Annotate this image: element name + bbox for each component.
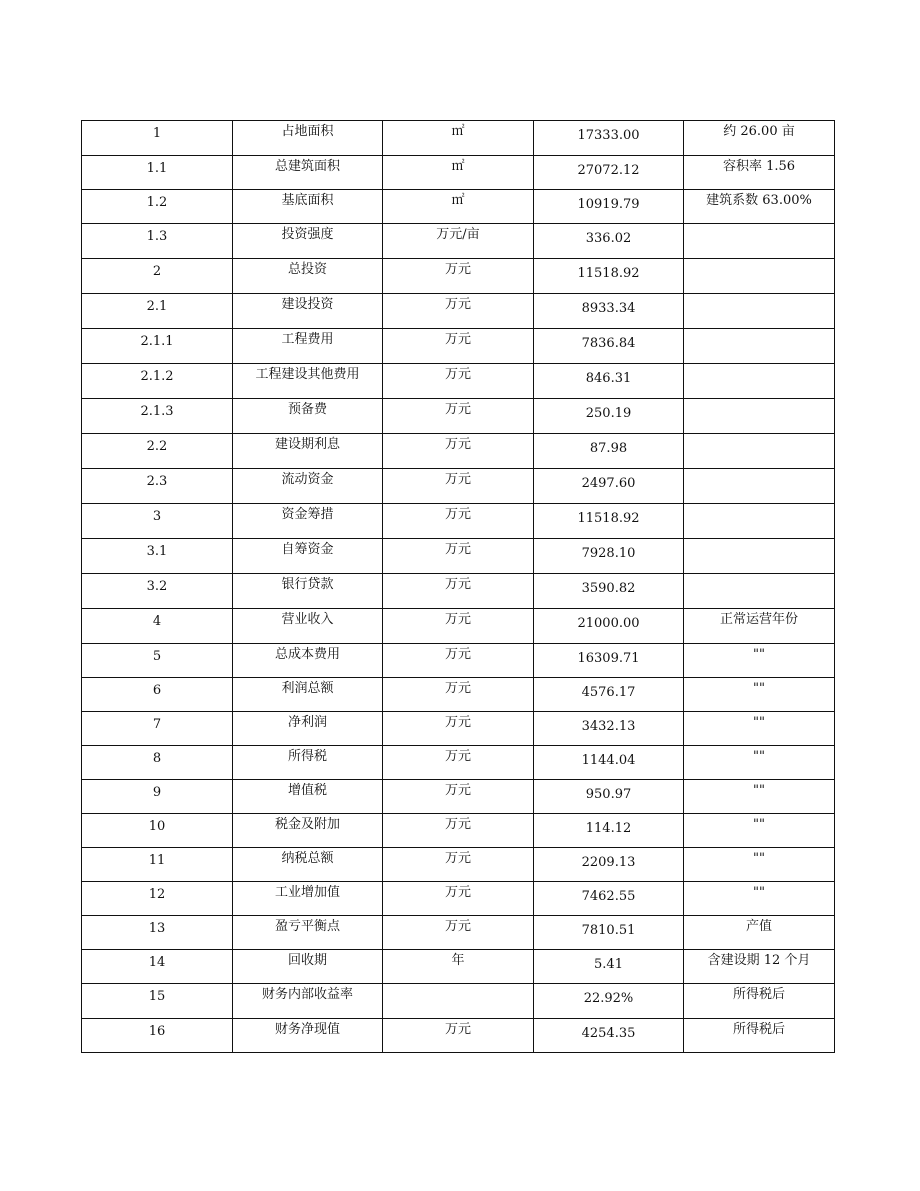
note-cell: "" [684, 746, 835, 780]
item-name-cell: 利润总额 [233, 678, 383, 712]
table-row [82, 746, 835, 780]
unit-cell: 万元 [383, 814, 534, 848]
item-name-cell: 盈亏平衡点 [233, 916, 383, 950]
unit-cell: 万元 [383, 329, 534, 364]
item-name-cell: 净利润 [233, 712, 383, 746]
unit-cell: 万元 [383, 916, 534, 950]
item-number-cell: 2.1.3 [82, 399, 233, 434]
note-cell [684, 294, 835, 329]
table-row [82, 259, 835, 294]
note-cell [684, 329, 835, 364]
item-name-cell: 纳税总额 [233, 848, 383, 882]
unit-cell: 万元/亩 [383, 224, 534, 259]
item-name-cell: 工程建设其他费用 [233, 364, 383, 399]
table-row [82, 644, 835, 678]
table-row [82, 916, 835, 950]
table-row [82, 609, 835, 644]
indicator-table [81, 120, 835, 1053]
note-cell: "" [684, 848, 835, 882]
value-cell: 4254.35 [534, 1019, 684, 1053]
item-number-cell: 3.2 [82, 574, 233, 609]
item-name-cell: 自筹资金 [233, 539, 383, 574]
table-row [82, 882, 835, 916]
table-row [82, 224, 835, 259]
item-number-cell: 2.1 [82, 294, 233, 329]
item-number-cell: 9 [82, 780, 233, 814]
table-row [82, 399, 835, 434]
item-number-cell: 7 [82, 712, 233, 746]
item-number-cell: 11 [82, 848, 233, 882]
unit-cell: 年 [383, 950, 534, 984]
note-cell: 含建设期 12 个月 [684, 950, 835, 984]
item-name-cell: 基底面积 [233, 190, 383, 224]
note-cell [684, 539, 835, 574]
item-number-cell: 2.2 [82, 434, 233, 469]
item-name-cell: 占地面积 [233, 121, 383, 156]
unit-cell: ㎡ [383, 190, 534, 224]
item-name-cell: 总成本费用 [233, 644, 383, 678]
table-row [82, 329, 835, 364]
unit-cell: 万元 [383, 780, 534, 814]
item-name-cell: 税金及附加 [233, 814, 383, 848]
item-name-cell: 银行贷款 [233, 574, 383, 609]
item-name-cell: 预备费 [233, 399, 383, 434]
table-row [82, 539, 835, 574]
item-number-cell: 2.1.2 [82, 364, 233, 399]
table-row [82, 156, 835, 190]
value-cell: 22.92% [534, 984, 684, 1019]
unit-cell: 万元 [383, 364, 534, 399]
unit-cell: 万元 [383, 882, 534, 916]
item-number-cell: 1.3 [82, 224, 233, 259]
note-cell: 所得税后 [684, 984, 835, 1019]
item-number-cell: 8 [82, 746, 233, 780]
table-row [82, 190, 835, 224]
item-number-cell: 15 [82, 984, 233, 1019]
item-name-cell: 流动资金 [233, 469, 383, 504]
table-row [82, 712, 835, 746]
value-cell: 4576.17 [534, 678, 684, 712]
unit-cell: 万元 [383, 609, 534, 644]
value-cell: 336.02 [534, 224, 684, 259]
item-number-cell: 2.3 [82, 469, 233, 504]
value-cell: 21000.00 [534, 609, 684, 644]
note-cell [684, 399, 835, 434]
item-number-cell: 2.1.1 [82, 329, 233, 364]
item-number-cell: 1.2 [82, 190, 233, 224]
item-name-cell: 增值税 [233, 780, 383, 814]
value-cell: 17333.00 [534, 121, 684, 156]
unit-cell: 万元 [383, 1019, 534, 1053]
unit-cell: 万元 [383, 504, 534, 539]
note-cell: 容积率 1.56 [684, 156, 835, 190]
table-row [82, 574, 835, 609]
unit-cell: 万元 [383, 539, 534, 574]
value-cell: 11518.92 [534, 259, 684, 294]
item-name-cell: 总投资 [233, 259, 383, 294]
item-name-cell: 所得税 [233, 746, 383, 780]
item-name-cell: 投资强度 [233, 224, 383, 259]
table-row [82, 780, 835, 814]
note-cell: 正常运营年份 [684, 609, 835, 644]
note-cell: "" [684, 780, 835, 814]
item-number-cell: 14 [82, 950, 233, 984]
note-cell: 建筑系数 63.00% [684, 190, 835, 224]
note-cell: "" [684, 882, 835, 916]
value-cell: 950.97 [534, 780, 684, 814]
note-cell: "" [684, 712, 835, 746]
note-cell: 约 26.00 亩 [684, 121, 835, 156]
value-cell: 3590.82 [534, 574, 684, 609]
item-number-cell: 4 [82, 609, 233, 644]
unit-cell: 万元 [383, 746, 534, 780]
item-number-cell: 6 [82, 678, 233, 712]
value-cell: 7928.10 [534, 539, 684, 574]
item-number-cell: 3 [82, 504, 233, 539]
table-row [82, 984, 835, 1019]
unit-cell: 万元 [383, 259, 534, 294]
unit-cell: 万元 [383, 644, 534, 678]
note-cell: "" [684, 644, 835, 678]
value-cell: 87.98 [534, 434, 684, 469]
unit-cell: 万元 [383, 469, 534, 504]
item-number-cell: 5 [82, 644, 233, 678]
table-row [82, 364, 835, 399]
item-name-cell: 建设投资 [233, 294, 383, 329]
table-row [82, 950, 835, 984]
item-number-cell: 13 [82, 916, 233, 950]
unit-cell: ㎡ [383, 121, 534, 156]
value-cell: 250.19 [534, 399, 684, 434]
unit-cell: ㎡ [383, 156, 534, 190]
note-cell [684, 574, 835, 609]
unit-cell: 万元 [383, 678, 534, 712]
unit-cell: 万元 [383, 574, 534, 609]
table-row [82, 469, 835, 504]
item-name-cell: 营业收入 [233, 609, 383, 644]
unit-cell: 万元 [383, 712, 534, 746]
unit-cell [383, 984, 534, 1019]
item-number-cell: 1.1 [82, 156, 233, 190]
value-cell: 10919.79 [534, 190, 684, 224]
table-row [82, 1019, 835, 1053]
note-cell [684, 259, 835, 294]
note-cell [684, 364, 835, 399]
value-cell: 2209.13 [534, 848, 684, 882]
table-row [82, 121, 835, 156]
item-number-cell: 3.1 [82, 539, 233, 574]
table-row [82, 848, 835, 882]
unit-cell: 万元 [383, 434, 534, 469]
value-cell: 8933.34 [534, 294, 684, 329]
item-name-cell: 财务净现值 [233, 1019, 383, 1053]
value-cell: 7836.84 [534, 329, 684, 364]
value-cell: 114.12 [534, 814, 684, 848]
table-row [82, 678, 835, 712]
note-cell [684, 504, 835, 539]
note-cell: "" [684, 814, 835, 848]
item-number-cell: 2 [82, 259, 233, 294]
value-cell: 846.31 [534, 364, 684, 399]
value-cell: 27072.12 [534, 156, 684, 190]
item-name-cell: 资金筹措 [233, 504, 383, 539]
value-cell: 1144.04 [534, 746, 684, 780]
item-name-cell: 工业增加值 [233, 882, 383, 916]
item-name-cell: 工程费用 [233, 329, 383, 364]
value-cell: 5.41 [534, 950, 684, 984]
note-cell [684, 434, 835, 469]
item-name-cell: 回收期 [233, 950, 383, 984]
note-cell [684, 224, 835, 259]
table-row [82, 814, 835, 848]
value-cell: 16309.71 [534, 644, 684, 678]
unit-cell: 万元 [383, 848, 534, 882]
item-number-cell: 16 [82, 1019, 233, 1053]
indicator-table-body [82, 121, 835, 1053]
item-number-cell: 1 [82, 121, 233, 156]
note-cell [684, 469, 835, 504]
item-number-cell: 12 [82, 882, 233, 916]
table-row [82, 434, 835, 469]
note-cell: 所得税后 [684, 1019, 835, 1053]
item-name-cell: 财务内部收益率 [233, 984, 383, 1019]
table-row [82, 294, 835, 329]
unit-cell: 万元 [383, 399, 534, 434]
value-cell: 3432.13 [534, 712, 684, 746]
value-cell: 11518.92 [534, 504, 684, 539]
note-cell: "" [684, 678, 835, 712]
note-cell: 产值 [684, 916, 835, 950]
item-number-cell: 10 [82, 814, 233, 848]
item-name-cell: 建设期利息 [233, 434, 383, 469]
item-name-cell: 总建筑面积 [233, 156, 383, 190]
table-row [82, 504, 835, 539]
value-cell: 7810.51 [534, 916, 684, 950]
value-cell: 7462.55 [534, 882, 684, 916]
value-cell: 2497.60 [534, 469, 684, 504]
unit-cell: 万元 [383, 294, 534, 329]
